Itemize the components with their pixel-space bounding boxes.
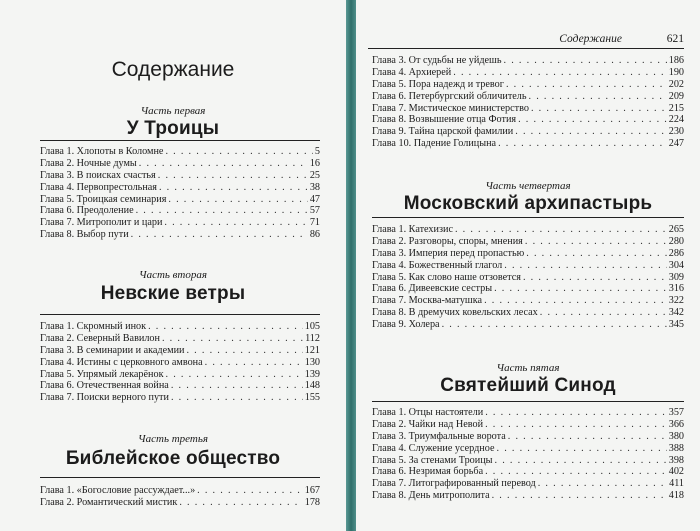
chapter-title: Глава 7. Митрополит и цари	[40, 217, 163, 229]
part-divider	[40, 314, 320, 315]
chapter-title: Глава 4. Истины с церковного амвона	[40, 356, 203, 368]
dot-leader	[485, 466, 667, 478]
dot-leader	[165, 146, 312, 158]
toc-entry	[372, 295, 684, 307]
chapter-title: Глава 2. Ночные думы	[40, 157, 137, 169]
part-title: Московский архипастырь	[403, 193, 653, 214]
toc-entry	[372, 478, 684, 490]
part-title: Невские ветры	[100, 283, 246, 304]
chapter-title: Глава 3. От судьбы не уйдешь	[372, 55, 502, 66]
chapter-page-number: 148	[304, 380, 320, 392]
dot-leader	[497, 443, 667, 455]
toc-entry	[40, 392, 320, 404]
dot-leader	[162, 333, 303, 345]
chapter-page-number: 357	[668, 407, 684, 418]
chapter-title: Глава 8. В дремучих ковельских лесах	[372, 307, 538, 319]
toc-entry	[372, 431, 684, 443]
toc-entry	[40, 194, 320, 206]
dot-leader	[186, 345, 302, 357]
chapter-page-number: 398	[668, 454, 684, 466]
part-label: Часть первая	[140, 105, 206, 117]
chapter-page-number: 47	[309, 193, 320, 205]
dot-leader	[171, 392, 303, 404]
chapter-title: Глава 1. «Богословие рассуждает...»	[40, 485, 196, 496]
toc-entry	[372, 236, 684, 248]
chapter-list	[372, 224, 684, 331]
chapter-page-number: 202	[668, 78, 684, 90]
dot-leader	[453, 67, 666, 79]
chapter-title: Глава 2. Северный Вавилон	[40, 332, 160, 344]
chapter-page-number: 366	[668, 418, 684, 430]
dot-leader	[197, 485, 303, 497]
dot-leader	[495, 455, 667, 467]
toc-entry	[372, 307, 684, 319]
chapter-title: Глава 5. Как слово наше отзовется	[372, 271, 521, 283]
chapter-page-number: 418	[668, 490, 684, 502]
chapter-page-number: 215	[668, 102, 684, 114]
dot-leader	[159, 182, 308, 194]
running-header-title: Содержание	[559, 33, 622, 45]
chapter-title: Глава 2. Чайки над Невой	[372, 418, 484, 430]
toc-entry	[372, 407, 684, 419]
chapter-title: Глава 1. Хлопоты в Коломне	[40, 146, 164, 157]
chapter-title: Глава 3. В семинарии и академии	[40, 344, 185, 356]
part-divider	[40, 477, 320, 478]
chapter-title: Глава 10. Падение Голицына	[372, 138, 497, 150]
chapter-list	[372, 55, 684, 150]
chapter-title: Глава 1. Скромный инок	[40, 321, 147, 332]
dot-leader	[166, 369, 303, 381]
dot-leader	[131, 229, 308, 241]
chapter-title: Глава 3. В поисках счастья	[40, 169, 156, 181]
dot-leader	[455, 224, 667, 236]
toc-entry	[372, 79, 684, 91]
toc-entry	[372, 103, 684, 115]
toc-entry	[40, 321, 320, 333]
chapter-title: Глава 5. За стенами Троицы	[372, 454, 493, 466]
chapter-page-number: 105	[304, 321, 320, 332]
left-page	[0, 0, 346, 531]
chapter-page-number: 322	[668, 295, 684, 307]
chapter-page-number: 139	[304, 368, 320, 380]
toc-entry	[372, 443, 684, 455]
chapter-page-number: 16	[309, 157, 320, 169]
right-page	[356, 0, 700, 531]
toc-entry	[40, 357, 320, 369]
page-number: 621	[666, 33, 684, 45]
dot-leader	[526, 248, 666, 260]
chapter-title: Глава 9. Тайна царской фамилии	[372, 126, 514, 138]
toc-entry	[372, 490, 684, 502]
chapter-page-number: 186	[668, 55, 684, 66]
dot-leader	[529, 91, 667, 103]
chapter-page-number: 402	[668, 466, 684, 478]
toc-entry	[372, 260, 684, 272]
chapter-page-number: 380	[668, 430, 684, 442]
chapter-page-number: 388	[668, 442, 684, 454]
dot-leader	[508, 431, 667, 443]
chapter-title: Глава 7. Поиски верного пути	[40, 392, 169, 404]
dot-leader	[136, 205, 308, 217]
toc-entry	[40, 182, 320, 194]
dot-leader	[171, 380, 303, 392]
chapter-page-number: 71	[309, 217, 320, 229]
chapter-list	[40, 485, 320, 509]
chapter-title: Глава 8. Выбор пути	[40, 229, 129, 241]
running-header	[368, 33, 684, 47]
chapter-list	[40, 146, 320, 241]
toc-entry	[40, 369, 320, 381]
dot-leader	[523, 272, 667, 284]
chapter-title: Глава 7. Литографированный перевод	[372, 478, 536, 490]
chapter-title: Глава 5. Пора надежд и тревог	[372, 78, 504, 90]
toc-entry	[40, 205, 320, 217]
toc-entry	[40, 333, 320, 345]
toc-entry	[372, 55, 684, 67]
chapter-title: Глава 6. Петербургский обличитель	[372, 90, 527, 102]
toc-title: Содержание	[111, 58, 235, 81]
dot-leader	[139, 158, 308, 170]
toc-entry	[372, 248, 684, 260]
dot-leader	[540, 307, 667, 319]
chapter-page-number: 224	[668, 114, 684, 126]
chapter-title: Глава 6. Преодоление	[40, 205, 134, 217]
part-label: Часть третья	[138, 433, 208, 445]
dot-leader	[498, 138, 667, 150]
part-label: Часть пятая	[496, 362, 560, 374]
toc-entry	[40, 158, 320, 170]
chapter-title: Глава 3. Империя перед пропастью	[372, 247, 525, 259]
chapter-title: Глава 9. Холера	[372, 319, 440, 331]
chapter-page-number: 112	[305, 332, 320, 344]
chapter-title: Глава 3. Триумфальные ворота	[372, 430, 506, 442]
chapter-title: Глава 2. Разговоры, споры, мнения	[372, 235, 523, 247]
chapter-title: Глава 7. Москва-матушка	[372, 295, 483, 307]
dot-leader	[504, 260, 666, 272]
dot-leader	[515, 126, 666, 138]
chapter-page-number: 209	[668, 90, 684, 102]
dot-leader	[492, 490, 667, 502]
dot-leader	[484, 295, 667, 307]
chapter-page-number: 265	[668, 224, 684, 235]
chapter-title: Глава 2. Романтический мистик	[40, 496, 178, 508]
chapter-title: Глава 4. Служение усердное	[372, 442, 495, 454]
chapter-page-number: 230	[668, 126, 684, 138]
chapter-page-number: 247	[668, 138, 684, 150]
chapter-title: Глава 1. Отцы настоятели	[372, 407, 484, 418]
chapter-page-number: 178	[304, 496, 320, 508]
toc-entry	[372, 67, 684, 79]
toc-entry	[372, 466, 684, 478]
chapter-title: Глава 6. Незримая борьба	[372, 466, 484, 478]
chapter-page-number: 57	[309, 205, 320, 217]
part-label: Часть четвертая	[485, 180, 571, 192]
chapter-page-number: 316	[668, 283, 684, 295]
dot-leader	[205, 357, 303, 369]
dot-leader	[179, 497, 302, 509]
chapter-list	[372, 407, 684, 502]
dot-leader	[158, 170, 308, 182]
chapter-page-number: 38	[309, 181, 320, 193]
toc-entry	[40, 345, 320, 357]
dot-leader	[442, 319, 667, 331]
header-rule	[368, 48, 684, 49]
toc-entry	[372, 319, 684, 331]
part-divider	[372, 217, 684, 218]
chapter-page-number: 304	[668, 259, 684, 271]
chapter-page-number: 121	[304, 344, 320, 356]
part-title: Библейское общество	[65, 448, 281, 469]
chapter-page-number: 190	[668, 66, 684, 78]
chapter-page-number: 155	[304, 392, 320, 404]
dot-leader	[525, 236, 667, 248]
toc-entry	[372, 283, 684, 295]
chapter-title: Глава 7. Мистическое министерство	[372, 102, 529, 114]
part-divider	[40, 140, 320, 141]
chapter-title: Глава 1. Катехизис	[372, 224, 453, 235]
chapter-title: Глава 4. Архиерей	[372, 66, 452, 78]
book-spine	[346, 0, 356, 531]
chapter-page-number: 342	[668, 307, 684, 319]
dot-leader	[518, 114, 667, 126]
toc-entry	[372, 272, 684, 284]
chapter-page-number: 411	[669, 478, 684, 490]
toc-entry	[372, 224, 684, 236]
chapter-title: Глава 4. Первопрестольная	[40, 181, 157, 193]
toc-entry	[40, 380, 320, 392]
toc-entry	[40, 497, 320, 509]
chapter-title: Глава 6. Отечественная война	[40, 380, 169, 392]
toc-entry	[40, 170, 320, 182]
chapter-page-number: 345	[668, 319, 684, 331]
chapter-page-number: 286	[668, 247, 684, 259]
dot-leader	[494, 283, 667, 295]
dot-leader	[485, 419, 667, 431]
toc-entry	[372, 126, 684, 138]
chapter-page-number: 280	[668, 235, 684, 247]
part-title: Святейший Синод	[440, 375, 616, 396]
part-label: Часть вторая	[139, 269, 207, 281]
chapter-title: Глава 4. Божественный глагол	[372, 259, 503, 271]
dot-leader	[506, 79, 667, 91]
chapter-title: Глава 5. Троицкая семинария	[40, 193, 167, 205]
chapter-title: Глава 8. Возвышение отца Фотия	[372, 114, 517, 126]
toc-entry	[40, 485, 320, 497]
chapter-title: Глава 6. Дивеевские сестры	[372, 283, 493, 295]
dot-leader	[485, 407, 666, 419]
chapter-list	[40, 321, 320, 404]
toc-entry	[372, 455, 684, 467]
dot-leader	[531, 103, 667, 115]
chapter-page-number: 86	[309, 229, 320, 241]
chapter-page-number: 25	[309, 169, 320, 181]
part-divider	[372, 401, 684, 402]
dot-leader	[504, 55, 667, 67]
dot-leader	[164, 217, 307, 229]
chapter-page-number: 130	[304, 356, 320, 368]
toc-entry	[372, 91, 684, 103]
chapter-title: Глава 5. Упрямый лекарёнок	[40, 368, 164, 380]
toc-entry	[40, 217, 320, 229]
chapter-page-number: 309	[668, 271, 684, 283]
dot-leader	[168, 194, 307, 206]
dot-leader	[148, 321, 303, 333]
toc-entry	[372, 419, 684, 431]
toc-entry	[372, 114, 684, 126]
toc-entry	[372, 138, 684, 150]
part-title: У Троицы	[126, 118, 220, 139]
toc-entry	[40, 229, 320, 241]
dot-leader	[538, 478, 667, 490]
chapter-page-number: 5	[314, 146, 320, 157]
toc-entry	[40, 146, 320, 158]
chapter-title: Глава 8. День митрополита	[372, 490, 490, 502]
chapter-page-number: 167	[304, 485, 320, 496]
